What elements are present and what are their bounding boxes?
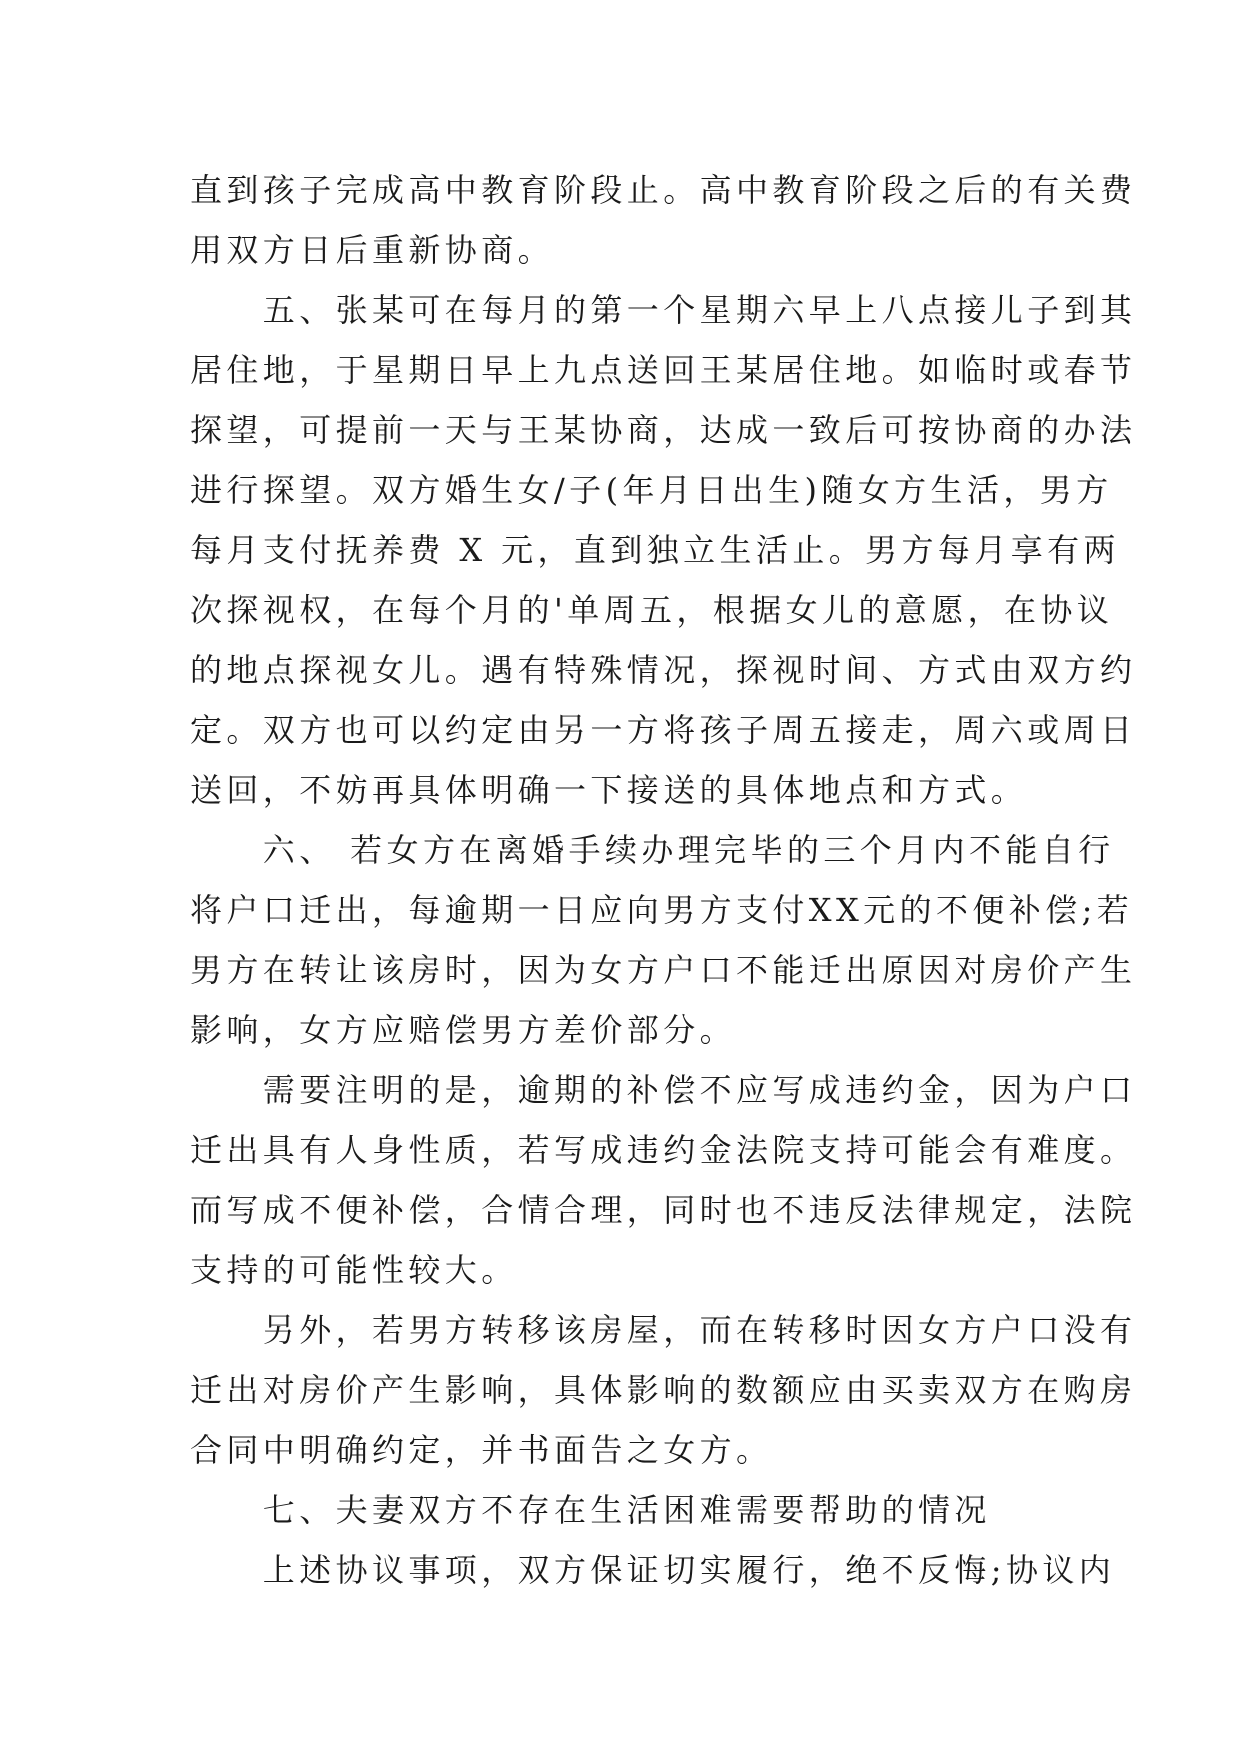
text-line: 迁出具有人身性质，若写成违约金法院支持可能会有难度。 — [190, 1131, 1137, 1169]
text-line: 居住地，于星期日早上九点送回王某居住地。如临时或春节 — [190, 351, 1137, 389]
text-line: 迁出对房价产生影响，具体影响的数额应由买卖双方在购房 — [190, 1371, 1137, 1409]
text-line: 合同中明确约定，并书面告之女方。 — [190, 1431, 773, 1469]
text-line: 进行探望。双方婚生女/子(年月日出生)随女方生活，男方 — [190, 471, 1113, 509]
text-line: 另外，若男方转移该房屋，而在转移时因女方户口没有 — [190, 1311, 1137, 1349]
text-line: 六、 若女方在离婚手续办理完毕的三个月内不能自行 — [190, 831, 1115, 869]
text-line: 男方在转让该房时，因为女方户口不能迁出原因对房价产生 — [190, 951, 1137, 989]
text-line: 直到孩子完成高中教育阶段止。高中教育阶段之后的有关费 — [190, 171, 1137, 209]
text-line: 每月支付抚养费 X 元，直到独立生活止。男方每月享有两 — [190, 531, 1120, 569]
text-line: 影响，女方应赔偿男方差价部分。 — [190, 1011, 737, 1049]
text-line: 定。双方也可以约定由另一方将孩子周五接走，周六或周日 — [190, 711, 1137, 749]
text-line: 的地点探视女儿。遇有特殊情况，探视时间、方式由双方约 — [190, 651, 1137, 689]
text-line: 将户口迁出，每逾期一日应向男方支付XX元的不便补偿;若 — [190, 891, 1134, 929]
text-line: 而写成不便补偿，合情合理，同时也不违反法律规定，法院 — [190, 1191, 1137, 1229]
text-line: 上述协议事项，双方保证切实履行，绝不反悔;协议内 — [190, 1551, 1116, 1589]
text-line: 用双方日后重新协商。 — [190, 231, 555, 269]
document-body — [190, 160, 1137, 1600]
text-line: 需要注明的是，逾期的补偿不应写成违约金，因为户口 — [190, 1071, 1137, 1109]
text-line: 探望，可提前一天与王某协商，达成一致后可按协商的办法 — [190, 411, 1137, 449]
text-line: 支持的可能性较大。 — [190, 1251, 518, 1289]
text-line: 五、张某可在每月的第一个星期六早上八点接儿子到其 — [190, 291, 1137, 329]
text-line: 次探视权，在每个月的'单周五，根据女儿的意愿，在协议 — [190, 591, 1114, 629]
text-line: 送回，不妨再具体明确一下接送的具体地点和方式。 — [190, 771, 1028, 809]
text-line: 七、夫妻双方不存在生活困难需要帮助的情况 — [190, 1491, 991, 1529]
